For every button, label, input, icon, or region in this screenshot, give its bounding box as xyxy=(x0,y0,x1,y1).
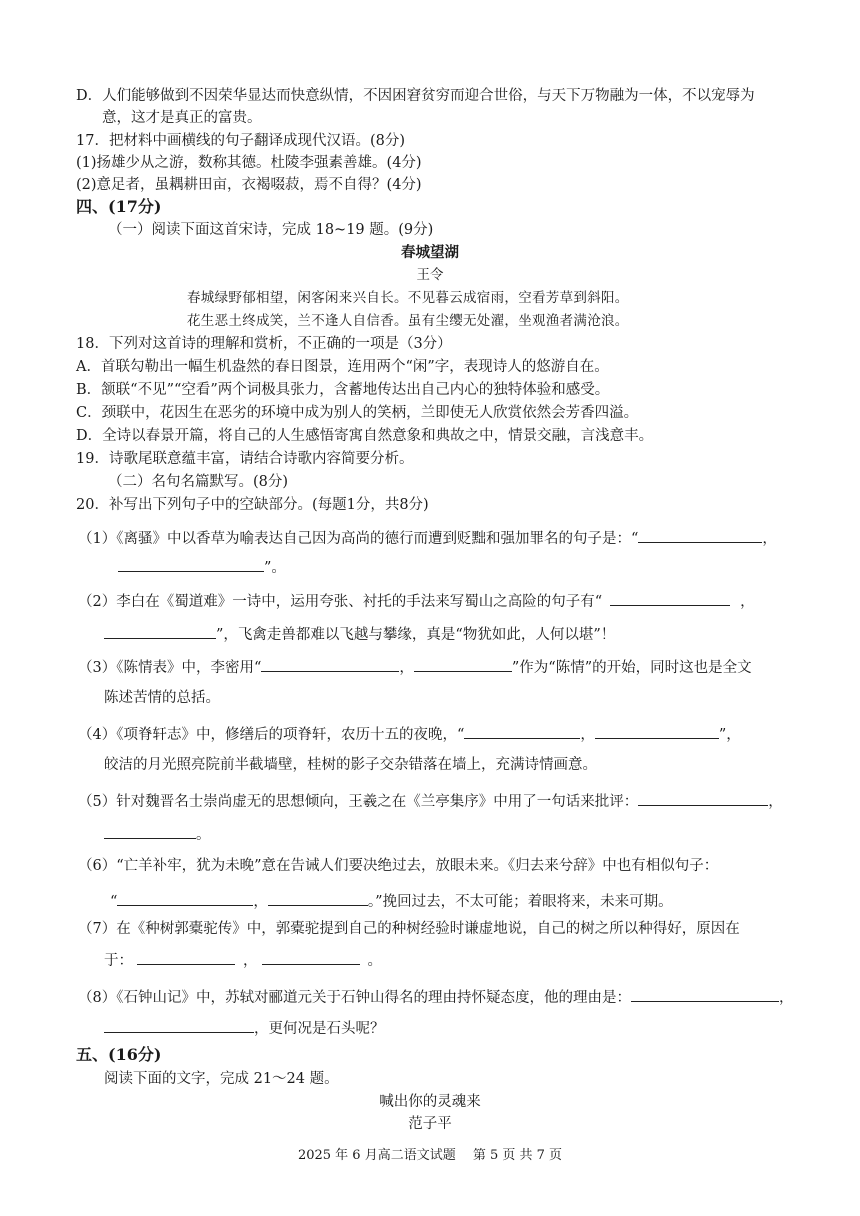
fill-4-blank-b[interactable] xyxy=(595,722,719,739)
fill-6-blank-b[interactable] xyxy=(268,889,368,906)
fill-1-line1 xyxy=(78,526,777,549)
fill-3-blank-a[interactable] xyxy=(261,655,399,672)
fill-6-line2 xyxy=(110,889,673,912)
article-title: 喊出你的灵魂来 xyxy=(379,1094,481,1110)
article-author: 范子平 xyxy=(408,1116,452,1132)
fill-2-end: ”，飞禽走兽都难以飞越与攀缘，真是“物犹如此，人何以堪”！ xyxy=(216,627,616,643)
q18-option-b: B．颔联“不见”“空看”两个词极具张力，含蓄地传达出自己内心的独特体验和感受。 xyxy=(76,382,610,398)
q18-option-a: A．首联勾勒出一幅生机盎然的春日图景，连用两个“闲”字，表现诗人的悠游自在。 xyxy=(76,359,609,375)
fill-8-blank-b[interactable] xyxy=(104,1016,254,1033)
part-2-heading: （二）名句名篇默写。(8分) xyxy=(108,474,289,490)
fill-5-end: 。 xyxy=(196,827,211,843)
fill-5-blank-b[interactable] xyxy=(104,822,196,839)
q18-option-c: C．颈联中，花因生在恶劣的环境中成为别人的笑柄，兰即使无人欣赏依然会芳香四溢。 xyxy=(76,405,639,421)
fill-4-line2: 皎洁的月光照亮院前半截墙壁，桂树的影子交杂错落在墙上，充满诗情画意。 xyxy=(104,757,597,773)
fill-8-line1 xyxy=(78,985,793,1008)
fill-3-prompt: （3）《陈情表》中，李密用“ xyxy=(78,660,262,676)
section-4-heading: 四、(17分) xyxy=(76,197,162,216)
fill-5-comma: ， xyxy=(768,794,783,810)
fill-6-end: 。”挽回过去，不太可能；着眼将来，未来可期。 xyxy=(367,894,673,910)
fill-8-prompt: （8）《石钟山记》中，苏轼对郦道元关于石钟山得名的理由持怀疑态度，他的理由是： xyxy=(78,990,631,1006)
fill-7-end: 。 xyxy=(367,953,382,969)
q17-stem: 17．把材料中画横线的句子翻译成现代汉语。(8分) xyxy=(76,133,405,149)
fill-8-line2 xyxy=(104,1016,385,1039)
poem-title: 春城望湖 xyxy=(401,244,459,261)
q20-stem: 20．补写出下列句子中的空缺部分。(每题1分，共8分) xyxy=(76,497,429,513)
fill-1-blank-a[interactable] xyxy=(638,526,762,543)
fill-2-line2 xyxy=(104,622,615,645)
fill-7-comma: ， xyxy=(243,953,258,969)
fill-5-line2 xyxy=(104,822,211,845)
fill-4-line1 xyxy=(78,722,741,745)
fill-7-line1: （7）在《种树郭橐驼传》中，郭橐驼提到自己的种树经验时谦虚地说，自己的树之所以种得好，原因在 xyxy=(78,921,740,937)
section-5-heading: 五、(16分) xyxy=(76,1045,162,1064)
fill-3-mid: ”作为“陈情”的开始，同时这也是全文 xyxy=(511,660,752,676)
fill-6-comma: ， xyxy=(253,894,268,910)
fill-3-blank-b[interactable] xyxy=(414,655,512,672)
fill-7-blank-b[interactable] xyxy=(262,948,360,965)
poem-line-1: 春城绿野郁相望，闲客闲来兴自长。不见暮云成宿雨，空看芳草到斜阳。 xyxy=(187,290,629,306)
q16-option-d-line2: 意，这才是真正的富贵。 xyxy=(102,110,262,126)
fill-7-blank-a[interactable] xyxy=(137,948,235,965)
fill-3-line1 xyxy=(78,655,752,678)
q18-option-d: D．全诗以春景开篇，将自己的人生感悟寄寓自然意象和典故之中，情景交融，言浅意丰。 xyxy=(76,428,654,444)
poem-author: 王令 xyxy=(416,267,444,283)
fill-1-comma: ， xyxy=(762,531,777,547)
page-footer: 2025 年 6 月高二语文试题 第 5 页 共 7 页 xyxy=(297,1148,563,1163)
fill-4-prompt: （4）《项脊轩志》中，修缮后的项脊轩，农历十五的夜晚，“ xyxy=(78,727,465,743)
fill-1-end: ”。 xyxy=(264,560,286,576)
fill-4-blank-a[interactable] xyxy=(464,722,580,739)
fill-3-line2: 陈述苦情的总括。 xyxy=(104,690,220,706)
fill-2-comma: ， xyxy=(740,594,755,610)
fill-6-line1: （6）“亡羊补牢，犹为未晚”意在告诫人们要决绝过去，放眼未来。《归去来兮辞》中也有相似句子： xyxy=(78,858,719,874)
q17-sentence-2: (2)意足者，虽耦耕田亩，衣褐啜菽，焉不自得？(4分) xyxy=(76,177,422,193)
fill-4-comma: ， xyxy=(580,727,595,743)
fill-3-comma: ， xyxy=(399,660,414,676)
fill-1-blank-b[interactable] xyxy=(118,555,264,572)
section-4-intro: （一）阅读下面这首宋诗，完成 18~19 题。(9分) xyxy=(108,222,434,238)
fill-5-blank-a[interactable] xyxy=(638,789,768,806)
fill-2-line1 xyxy=(78,589,755,612)
fill-5-line1 xyxy=(78,789,783,812)
poem-line-2: 花生恶土终成笑，兰不逢人自信香。虽有尘缨无处濯，坐观渔者满沧浪。 xyxy=(187,313,629,329)
fill-2-blank-a[interactable] xyxy=(610,589,730,606)
q16-option-d-line1: D．人们能够做到不因荣华显达而快意纵情，不因困窘贫穷而迎合世俗，与天下万物融为一体，不以宠辱为 xyxy=(76,88,755,104)
fill-1-line2 xyxy=(118,555,286,578)
fill-5-prompt: （5）针对魏晋名士崇尚虚无的思想倾向，王羲之在《兰亭集序》中用了一句话来批评： xyxy=(78,794,639,810)
fill-8-comma: ， xyxy=(778,990,794,1006)
q19-stem: 19．诗歌尾联意蕴丰富，请结合诗歌内容简要分析。 xyxy=(76,451,414,467)
fill-7-line2 xyxy=(104,948,382,971)
fill-4-end: ”， xyxy=(718,727,741,743)
q17-sentence-1: (1)扬雄少从之游，数称其德。杜陵李强素善雄。(4分) xyxy=(76,155,422,171)
fill-8-end: ，更何况是石头呢？ xyxy=(254,1021,385,1037)
fill-6-open: “ xyxy=(110,894,118,910)
fill-2-blank-b[interactable] xyxy=(104,622,216,639)
q18-stem: 18．下列对这首诗的理解和赏析，不正确的一项是（3分） xyxy=(76,336,452,352)
fill-1-prompt: （1）《离骚》中以香草为喻表达自己因为高尚的德行而遭到贬黜和强加罪名的句子是：“ xyxy=(78,531,639,547)
fill-7-prefix: 于： xyxy=(104,953,133,969)
fill-8-blank-a[interactable] xyxy=(631,985,779,1002)
section-5-intro: 阅读下面的文字，完成 21～24 题。 xyxy=(104,1071,339,1087)
fill-2-prompt: （2）李白在《蜀道难》一诗中，运用夸张、衬托的手法来写蜀山之高险的句子有“ xyxy=(78,594,603,610)
fill-6-blank-a[interactable] xyxy=(117,889,253,906)
